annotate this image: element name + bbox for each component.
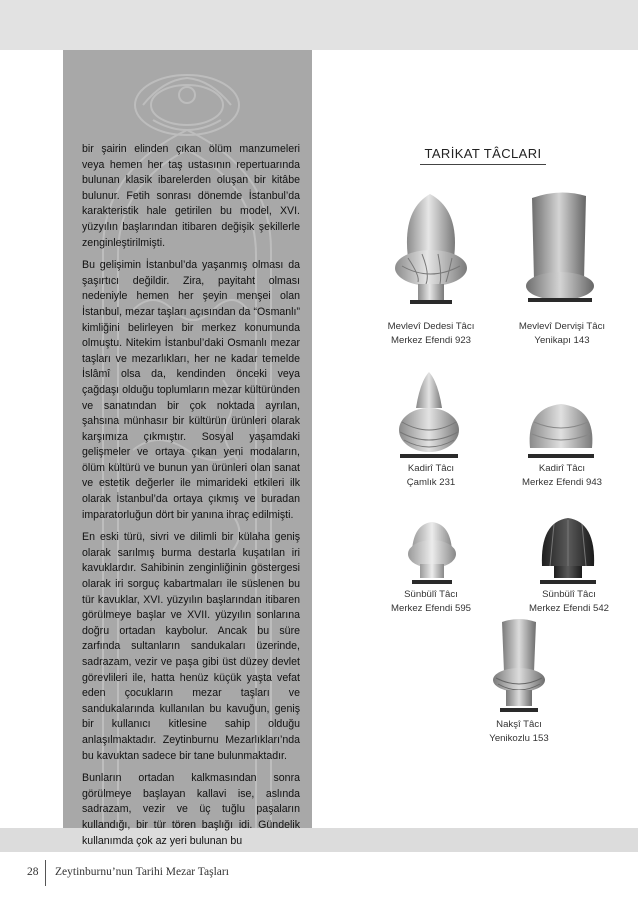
caption-6-location: Merkez Efendi 542 <box>529 603 609 614</box>
section-title: TARİKAT TÂCLARI <box>424 146 542 161</box>
paragraph-2: Bu gelişimin İstanbul’da yaşanmış olması da şaşırtıcı değildir. Zira, payitaht olması nedeniyle hemen her şeyin menşei olan İstanbul, mezar taşları açısından da “Osmanlı” kimliğini belirleyen bir merkez konumunda olmuştu. Nitekim İstanbul’daki Osmanlı mezar taşları ve mezarlıkları, her ne kadar temelde İslâmî olsa da, kendinden önceki veya çağdaşı olduğu toplumların mezar kültüründen ve sanatından bir çok noktada ayrılan, şahsına münhasır bir kültürün ürünleri olarak karşımıza çıkmıştır. Sosyal yaşamdaki gelişmeler ve ortaya çıkan yeni modaların, ölüm kültürü ve bunun yan ürünleri olan sanat ve estetik değerler ile mimarideki etkileri ilk olarak İstanbul’da ortaya çıkmış ve buradan imparatorluğun dört bir yanına ihraç edilmişti. <box>82 259 300 521</box>
mevlevi-dedesi-tac-image <box>390 190 472 318</box>
sunbuli-tac-merkez-efendi-595-image <box>404 520 460 586</box>
book-title: Zeytinburnu’nun Tarihi Mezar Taşları <box>55 866 229 878</box>
caption-5-location: Merkez Efendi 595 <box>391 603 471 614</box>
caption-7-title: Nakşî Tâcı <box>496 719 542 730</box>
caption-6-title: Sünbülî Tâcı <box>542 589 596 600</box>
paragraph-1: bir şairin elinden çıkan ölüm manzumeleri veya hemen her taş ustasının repertuarında bulunan klasik ibarelerden oluşan bir kitâbe bulunur. Fetih sonrası dönemde İstanbul’da karakteristik hale getirilen bu model, XVI. yüzyılın başlarından itibaren değişik şekillerle zenginleştirilmişti. <box>82 143 300 249</box>
caption-4-title: Kadirî Tâcı <box>538 463 586 474</box>
caption-5-title: Sünbülî Tâcı <box>404 589 458 600</box>
top-band <box>0 0 638 50</box>
caption-7-location: Yenikozlu 153 <box>489 733 549 744</box>
caption-2-title: Mevlevî Dervişi Tâcı <box>518 321 606 332</box>
kadiri-tac-camlik-image <box>392 368 466 462</box>
mevlevi-dervisi-tac-image <box>520 188 600 316</box>
caption-2-location: Yenikapı 143 <box>534 335 590 346</box>
kadiri-tac-merkez-efendi-image <box>524 398 598 462</box>
sunbuli-tac-merkez-efendi-542-image <box>536 516 600 588</box>
footer-divider <box>45 860 46 886</box>
naksi-tac-image <box>490 614 548 716</box>
caption-3-title: Kadirî Tâcı <box>407 463 455 474</box>
paragraph-4: Bunların ortadan kalkmasından sonra görülmeye başlayan kallavi ise, aslında sadrazam, vezir ve üç tuğlu paşaların kullandığı, bir tür tören başlığı idi. Gündelik kullanımda çok az yeri bulunan bu <box>82 772 300 847</box>
caption-4-location: Merkez Efendi 943 <box>522 477 602 488</box>
caption-1-location: Merkez Efendi 923 <box>391 335 471 346</box>
title-underline <box>420 164 546 165</box>
footer <box>0 852 638 910</box>
page-number: 28 <box>27 866 39 878</box>
body-text <box>82 142 300 856</box>
caption-1-title: Mevlevî Dedesi Tâcı <box>387 321 475 332</box>
paragraph-3: En eski türü, sivri ve dilimli bir külaha geniş olarak sarılmış burma destarla kuşatılan iri kavuklardır. Sahibinin zenginliğinin göstergesi olarak iri sorguç kabartmaları ile süslenen bu tür kavuklar, XVI. yüzyılın başlarından itibaren görülmeye başlar ve XVII. yüzyılın sonlarına doğru ortadan kaybolur. Ancak bu süre zarfında sultanların sandukaları üzerinde, sadrazam, vezir ve paşa gibi üst düzey devlet görevlileri ile, hatta henüz küçük yaşta vefat eden çocukların mezar taşları ve sandukalarında kullanılan bu kavuğun, geniş bir kullanıcı kitlesine sahip olduğu anlaşılmaktadır. Zeytinburnu Mezarlıkları’nda bu kavuktan sadece bir tane bulunmaktadır. <box>82 531 300 762</box>
caption-3-location: Çamlık 231 <box>406 477 456 488</box>
